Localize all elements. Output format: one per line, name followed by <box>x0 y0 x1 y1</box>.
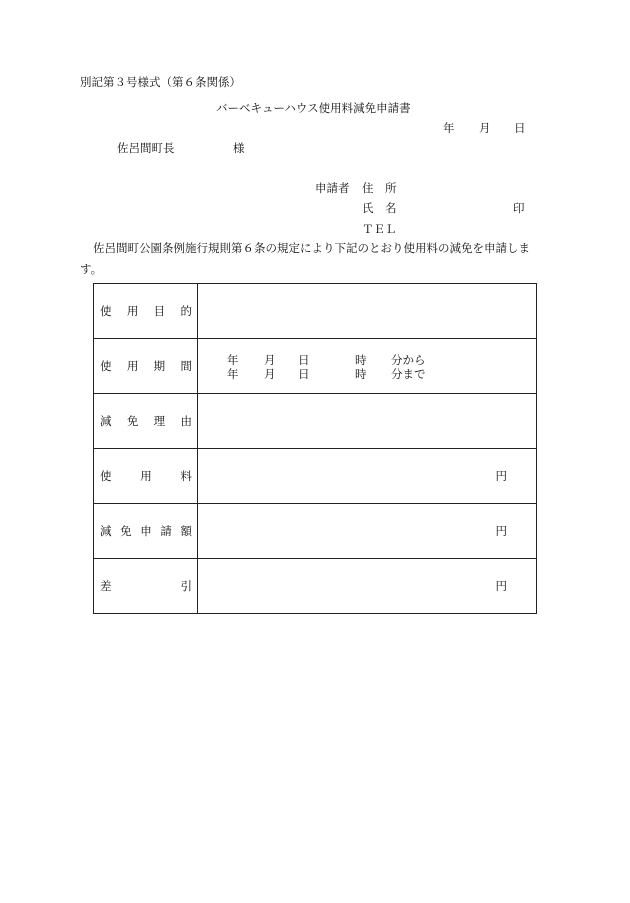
applicant-address-label: 住 所 <box>362 181 397 195</box>
usage-fee-label-cell <box>94 449 198 504</box>
balance-label-char: 差 <box>100 579 112 593</box>
table-row-balance <box>94 559 537 614</box>
period-end-day-label: 日 <box>298 367 310 381</box>
usage-period-label-char: 期 <box>153 359 166 373</box>
reduction-amount-label-char: 免 <box>120 524 132 538</box>
period-end-minute-label: 分まで <box>391 367 426 381</box>
usage-purpose-label-char: 使 <box>100 304 112 318</box>
period-end-line <box>198 366 536 380</box>
date-day-label: 日 <box>514 121 526 135</box>
reduction-amount-yen-unit: 円 <box>495 524 507 538</box>
body-text-line-1: 佐呂間町公園条例施行規則第６条の規定により下記のとおり使用料の減免を申請しま <box>93 241 530 255</box>
table-row-reduction-amount <box>94 504 537 559</box>
usage-purpose-label <box>100 303 192 319</box>
reduction-reason-label <box>100 413 192 429</box>
usage-fee-label-char: 用 <box>140 469 152 483</box>
usage-purpose-label-char: 用 <box>126 304 139 318</box>
balance-label <box>100 578 192 594</box>
date-year-label: 年 <box>443 121 455 135</box>
reduction-amount-label-char: 額 <box>180 524 192 538</box>
reduction-reason-label-char: 理 <box>153 414 166 428</box>
usage-fee-label-char: 料 <box>180 469 192 483</box>
usage-fee-value-field[interactable] <box>198 449 537 504</box>
table-row-usage-fee <box>94 449 537 504</box>
reduction-amount-label-char: 申 <box>140 524 152 538</box>
applicant-name-label: 氏 名 <box>362 201 397 215</box>
reduction-amount-label-char: 請 <box>160 524 172 538</box>
reduction-reason-value-field[interactable] <box>198 394 537 449</box>
usage-period-value-field[interactable] <box>198 339 537 394</box>
form-number: 別記第３号様式（第６条関係） <box>80 75 241 89</box>
reduction-amount-label <box>100 523 192 539</box>
reduction-reason-label-cell <box>94 394 198 449</box>
period-end-hour-label: 時 <box>355 367 367 381</box>
usage-period-label-char: 間 <box>180 359 192 373</box>
reduction-amount-value-field[interactable] <box>198 504 537 559</box>
form-table <box>93 283 537 614</box>
usage-period-label-char: 用 <box>126 359 139 373</box>
usage-purpose-label-cell <box>94 284 198 339</box>
balance-value-field[interactable] <box>198 559 537 614</box>
usage-purpose-label-char: 目 <box>153 304 166 318</box>
usage-fee-label <box>100 468 192 484</box>
usage-fee-label-char: 使 <box>100 469 112 483</box>
document-title: バーベキューハウス使用料減免申請書 <box>216 101 411 115</box>
addressee-honorific: 様 <box>233 141 245 155</box>
applicant-tel-label: ＴＥＬ <box>362 222 397 236</box>
reduction-amount-label-cell <box>94 504 198 559</box>
balance-label-char: 引 <box>180 579 192 593</box>
usage-purpose-value-field[interactable] <box>198 284 537 339</box>
balance-label-cell <box>94 559 198 614</box>
reduction-reason-label-char: 由 <box>180 414 192 428</box>
period-start-line <box>198 352 536 366</box>
usage-fee-yen-unit: 円 <box>495 469 507 483</box>
reduction-reason-label-char: 減 <box>100 414 112 428</box>
period-start-hour-label: 時 <box>355 353 367 367</box>
table-row-usage-purpose <box>94 284 537 339</box>
period-start-year-label: 年 <box>227 353 239 367</box>
period-lines <box>198 352 536 380</box>
table-row-usage-period <box>94 339 537 394</box>
table-row-reduction-reason <box>94 394 537 449</box>
addressee: 佐呂間町長 <box>117 141 175 155</box>
period-end-year-label: 年 <box>227 367 239 381</box>
usage-period-label-cell <box>94 339 198 394</box>
body-text-line-2: す。 <box>80 262 103 276</box>
period-start-day-label: 日 <box>298 353 310 367</box>
period-start-minute-label: 分から <box>391 353 426 367</box>
usage-purpose-label-char: 的 <box>180 304 192 318</box>
reduction-reason-label-char: 免 <box>126 414 139 428</box>
seal-mark: 印 <box>513 201 525 215</box>
balance-yen-unit: 円 <box>495 579 507 593</box>
applicant-role-label: 申請者 <box>315 181 350 195</box>
date-month-label: 月 <box>479 121 491 135</box>
period-start-month-label: 月 <box>264 353 276 367</box>
usage-period-label-char: 使 <box>100 359 112 373</box>
period-end-month-label: 月 <box>264 367 276 381</box>
usage-period-label <box>100 358 192 374</box>
reduction-amount-label-char: 減 <box>100 524 112 538</box>
